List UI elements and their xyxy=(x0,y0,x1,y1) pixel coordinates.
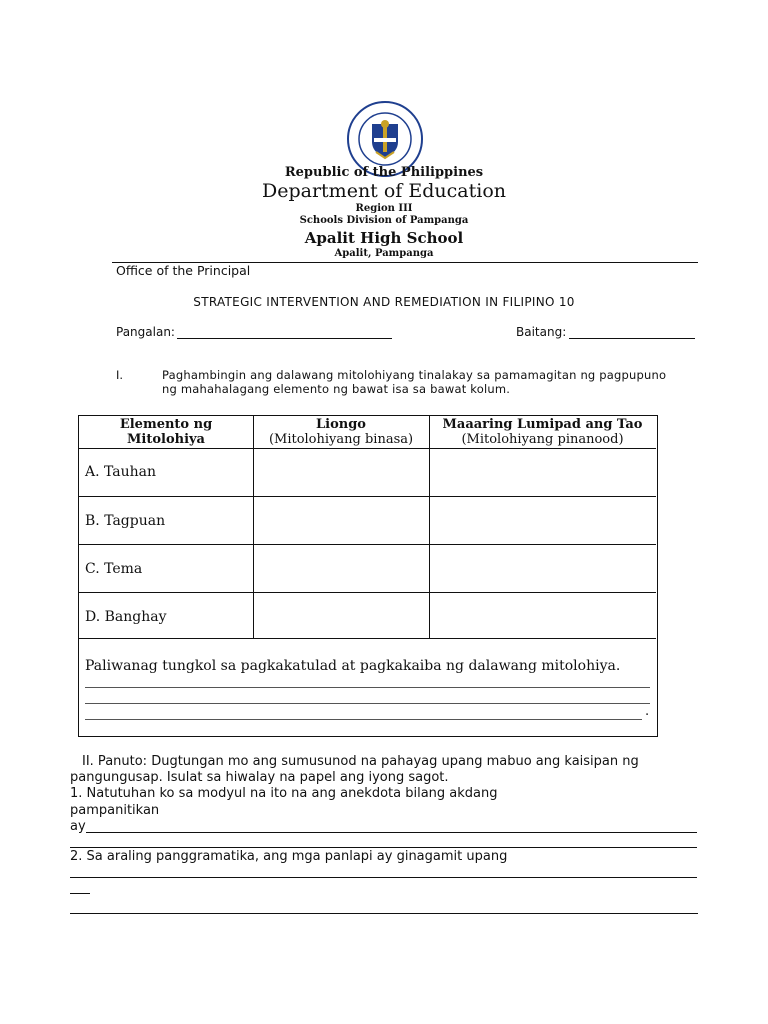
part1-instruction-line2: ng mahahalagang elemento ng bawat isa sa bawat kolum. xyxy=(162,382,511,396)
republic-heading: Republic of the Philippines xyxy=(284,165,484,180)
item2-answer-line[interactable] xyxy=(70,877,697,878)
department-heading: Department of Education xyxy=(262,180,506,202)
answer-cell[interactable] xyxy=(254,449,429,496)
explanation-prompt: Paliwanag tungkol sa pagkakatulad at pagkakaiba ng dalawang mitolohiya. xyxy=(85,658,621,674)
row-label-tagpuan: B. Tagpuan xyxy=(85,513,166,529)
explanation-line[interactable] xyxy=(85,703,650,704)
col-header-liongo: Liongo (Mitolohiyang binasa) xyxy=(268,417,414,447)
grade-field[interactable] xyxy=(569,338,695,339)
school-location: Apalit, Pampanga xyxy=(334,248,434,259)
item2-answer-line[interactable] xyxy=(70,893,90,894)
office-label: Office of the Principal xyxy=(116,263,251,278)
part2-instruction-line2: pangungusap. Isulat sa hiwalay na papel ang iyong sagot. xyxy=(70,770,449,785)
answer-cell[interactable] xyxy=(430,497,656,544)
explanation-line[interactable] xyxy=(85,687,650,688)
school-name: Apalit High School xyxy=(304,229,464,247)
comparison-table xyxy=(78,415,658,737)
row-label-banghay: D. Banghay xyxy=(85,609,167,625)
row-label-tema: C. Tema xyxy=(85,561,143,577)
item1-answer-line[interactable] xyxy=(86,832,697,833)
name-field[interactable] xyxy=(177,338,392,339)
col-header-element: Elemento ng Mitolohiya xyxy=(119,417,213,447)
region-text: Region III xyxy=(355,203,413,214)
answer-cell[interactable] xyxy=(430,449,656,496)
item2-answer-line[interactable] xyxy=(70,913,698,914)
explanation-end-mark: . xyxy=(645,704,650,719)
item1-text-cont: pampanitikan xyxy=(70,803,160,818)
table-divider xyxy=(79,638,656,639)
col-header-lumipad: Maaaring Lumipad ang Tao (Mitolohiyang pinanood) xyxy=(442,417,643,447)
answer-cell[interactable] xyxy=(430,545,656,592)
part1-instruction-line1: Paghambingin ang dalawang mitolohiyang tinalakay sa pamamagitan ng pagpupuno xyxy=(162,368,667,382)
part2-instruction-line1: II. Panuto: Dugtungan mo ang sumusunod na pahayag upang mabuo ang kaisipan ng xyxy=(82,754,639,769)
item1-answer-line[interactable] xyxy=(70,847,697,848)
answer-cell[interactable] xyxy=(254,593,429,638)
explanation-line[interactable] xyxy=(85,719,642,720)
part2-instruction xyxy=(70,754,700,786)
part1-instruction xyxy=(162,368,702,396)
name-label: Pangalan: xyxy=(116,325,175,339)
item1-text: 1. Natutuhan ko sa modyul na ito na ang anekdota bilang akdang xyxy=(70,786,498,801)
item1-ay: ay xyxy=(70,819,86,834)
answer-cell[interactable] xyxy=(430,593,656,638)
document-title: STRATEGIC INTERVENTION AND REMEDIATION IN FILIPINO 10 xyxy=(193,295,575,309)
item2-text: 2. Sa araling panggramatika, ang mga panlapi ay ginagamit upang xyxy=(70,849,508,864)
part1-number: I. xyxy=(116,368,124,382)
answer-cell[interactable] xyxy=(254,545,429,592)
division-text: Schools Division of Pampanga xyxy=(299,215,469,226)
answer-cell[interactable] xyxy=(254,497,429,544)
grade-label: Baitang: xyxy=(516,325,567,339)
row-label-tauhan: A. Tauhan xyxy=(85,464,157,480)
